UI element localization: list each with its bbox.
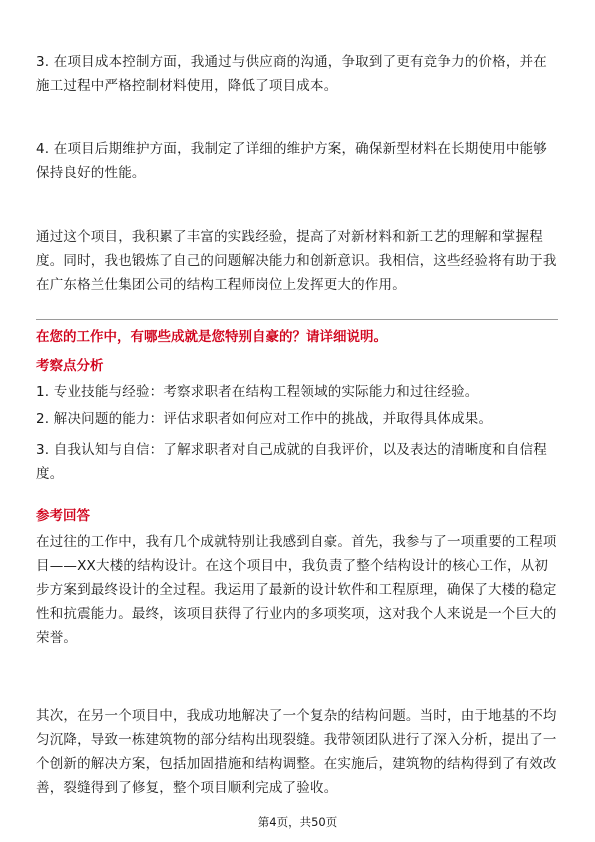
paragraph-cost-control: 3. 在项目成本控制方面，我通过与供应商的沟通，争取到了更有竞争力的价格，并在施工过程中严格控制材料使用，降低了项目成本。	[36, 54, 547, 94]
paragraph-maintenance: 4. 在项目后期维护方面，我制定了详细的维护方案，确保新型材料在长期使用中能够保持良好的性能。	[36, 141, 547, 181]
analysis-item: 3. 自我认知与自信：了解求职者对自己成就的自我评价，以及表达的清晰度和自信程度。	[36, 442, 547, 482]
section-divider	[36, 319, 558, 320]
answer-heading: 参考回答	[36, 508, 90, 524]
interview-question: 在您的工作中，有哪些成就是您特别自豪的？请详细说明。	[36, 329, 387, 345]
analysis-item: 1. 专业技能与经验：考察求职者在结构工程领域的实际能力和过往经验。	[36, 384, 479, 400]
page-number: 第4页，共50页	[257, 815, 338, 829]
answer-paragraph: 其次，在另一个项目中，我成功地解决了一个复杂的结构问题。当时，由于地基的不均匀沉降，导致一栋建筑物的部分结构出现裂缝。我带领团队进行了深入分析，提出了一个创新的解决方案，包括加固措施和结构调整。在实施后，建筑物的结构得到了有效改善，裂缝得到了修复，整个项目顺利完成了验收。	[36, 708, 557, 796]
answer-paragraph: 在过往的工作中，我有几个成就特别让我感到自豪。首先，我参与了一项重要的工程项目——XX大楼的结构设计。在这个项目中，我负责了整个结构设计的核心工作，从初步方案到最终设计的全过程。我运用了最新的设计软件和工程原理，确保了大楼的稳定性和抗震能力。最终，该项目获得了行业内的多项奖项，这对我个人来说是一个巨大的荣誉。	[36, 534, 557, 646]
analysis-item: 2. 解决问题的能力：评估求职者如何应对工作中的挑战，并取得具体成果。	[36, 411, 493, 427]
paragraph-summary: 通过这个项目，我积累了丰富的实践经验，提高了对新材料和新工艺的理解和掌握程度。同时，我也锻炼了自己的问题解决能力和创新意识。我相信，这些经验将有助于我在广东格兰仕集团公司的结构工程师岗位上发挥更大的作用。	[36, 229, 557, 293]
analysis-heading: 考察点分析	[36, 358, 104, 374]
